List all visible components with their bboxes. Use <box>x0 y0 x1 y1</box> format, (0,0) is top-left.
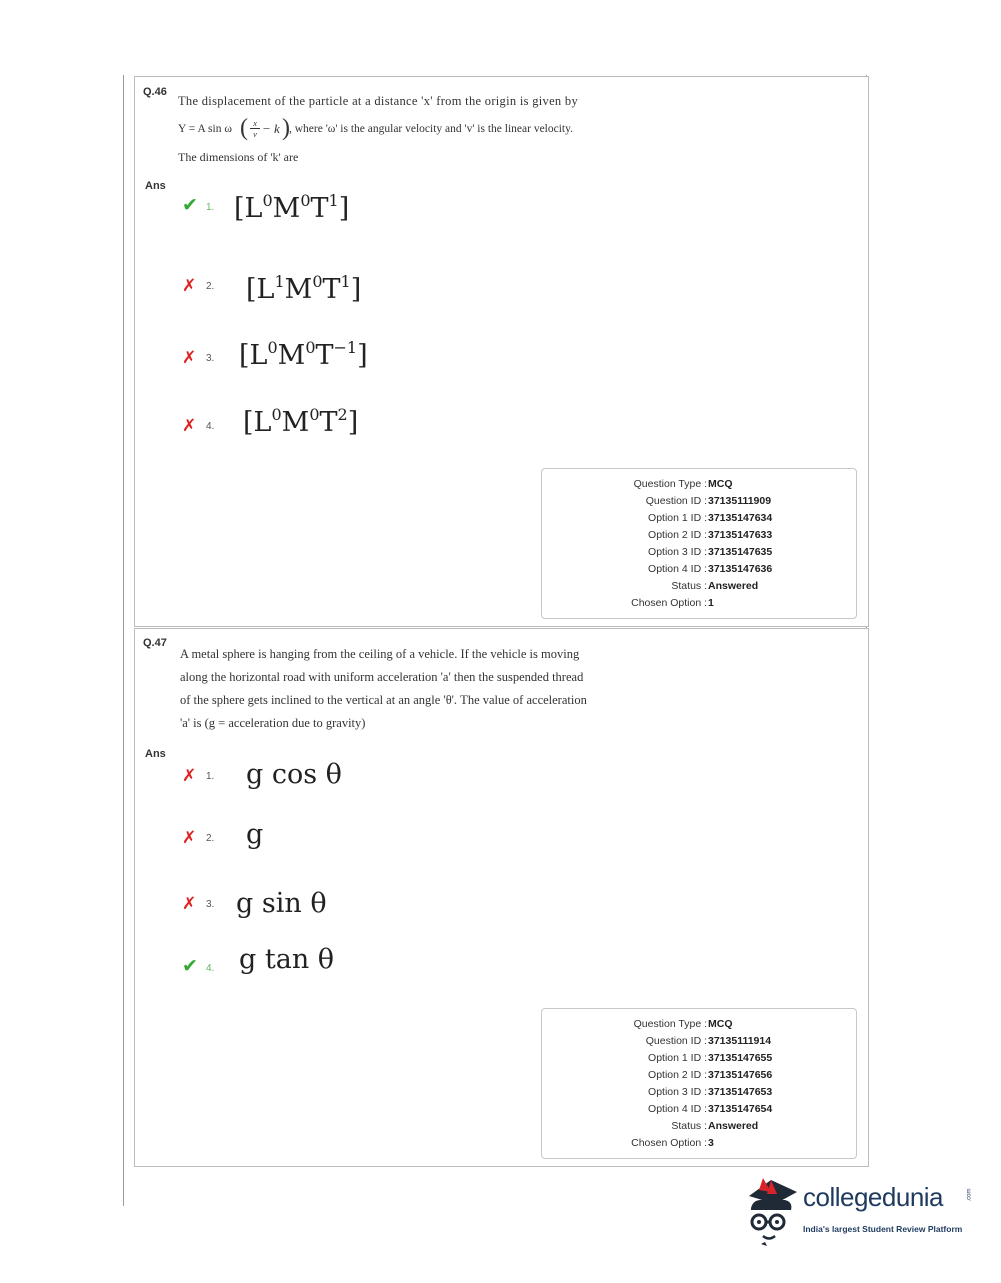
meta-row <box>542 510 856 527</box>
question-metadata-box <box>541 468 857 619</box>
meta-value: 3 <box>708 1137 714 1149</box>
meta-value: 37135147633 <box>708 529 773 541</box>
meta-value: 37135147654 <box>708 1103 773 1115</box>
meta-row <box>542 1135 856 1152</box>
meta-value: Answered <box>708 1120 759 1132</box>
wrong-cross-icon: ✗ <box>182 894 197 913</box>
meta-value: 37135111914 <box>708 1035 772 1047</box>
option-number: 1. <box>206 202 215 213</box>
correct-check-icon: ✔ <box>182 195 198 216</box>
option-1[interactable] <box>182 192 482 232</box>
option-number: 4. <box>206 963 215 974</box>
meta-label: Option 4 ID : <box>648 1103 707 1115</box>
meta-label: Option 2 ID : <box>648 1069 707 1081</box>
option-3[interactable] <box>182 888 482 934</box>
question-number: Q.46 <box>143 86 167 98</box>
wrong-cross-icon: ✗ <box>182 348 197 367</box>
option-4[interactable] <box>182 405 482 456</box>
meta-value: Answered <box>708 580 759 592</box>
option-number: 2. <box>206 833 215 844</box>
question-text-line-3: of the sphere gets inclined to the vertical at an angle 'θ'. The value of acceleration <box>180 693 587 707</box>
meta-label: Option 2 ID : <box>648 529 707 541</box>
logo-tagline: India's largest Student Review Platform <box>803 1224 963 1234</box>
formula-open-paren: ( <box>240 115 248 141</box>
meta-value: MCQ <box>708 1018 733 1030</box>
meta-value: MCQ <box>708 478 733 490</box>
collegedunia-logo <box>741 1174 981 1254</box>
formula-numerator: x <box>250 118 260 129</box>
option-number: 3. <box>206 899 215 910</box>
question-text-line-1: A metal sphere is hanging from the ceiling of a vehicle. If the vehicle is moving <box>180 647 580 661</box>
option-2[interactable] <box>182 272 482 316</box>
option-number: 2. <box>206 281 215 292</box>
option-value: g <box>246 819 264 850</box>
logo-domain-suffix: .com <box>966 1188 973 1202</box>
meta-value: 37135147634 <box>708 512 773 524</box>
answer-label: Ans <box>145 180 166 192</box>
meta-label: Option 3 ID : <box>648 1086 707 1098</box>
question-block-46 <box>134 76 869 627</box>
meta-label: Question Type : <box>633 1018 707 1030</box>
meta-label: Option 1 ID : <box>648 1052 707 1064</box>
meta-value: 37135147655 <box>708 1052 773 1064</box>
meta-label: Question ID : <box>645 495 707 507</box>
meta-row <box>542 1016 856 1033</box>
wrong-cross-icon: ✗ <box>182 766 197 785</box>
formula-denominator: v <box>253 129 257 139</box>
question-metadata-box <box>541 1008 857 1159</box>
meta-row <box>542 1118 856 1135</box>
formula-close-paren: ) <box>282 115 290 141</box>
formula-suffix: , where 'ω' is the angular velocity and 'v' is the linear velocity. <box>289 123 573 135</box>
logo-wordmark: collegedunia <box>803 1182 944 1212</box>
question-block-47 <box>134 628 869 1167</box>
meta-label: Chosen Option : <box>631 597 707 609</box>
meta-row <box>542 1101 856 1118</box>
formula-minus-k: − k <box>262 121 280 136</box>
wrong-cross-icon: ✗ <box>182 276 197 295</box>
option-value: $[L^0M^0T^2]$ <box>243 405 359 438</box>
meta-row <box>542 1084 856 1101</box>
meta-row <box>542 578 856 595</box>
question-formula-line <box>178 115 638 147</box>
option-value: g tan θ <box>239 944 335 975</box>
option-3[interactable] <box>182 338 482 388</box>
meta-row <box>542 493 856 510</box>
option-1[interactable] <box>182 759 482 806</box>
meta-label: Status : <box>671 1120 707 1132</box>
formula-fraction <box>250 118 260 139</box>
meta-row <box>542 527 856 544</box>
meta-value: 37135147636 <box>708 563 773 575</box>
page-left-border <box>123 75 124 1206</box>
meta-label: Chosen Option : <box>631 1137 707 1149</box>
question-text-line-4: The dimensions of 'k' are <box>178 150 299 164</box>
meta-label: Option 1 ID : <box>648 512 707 524</box>
meta-label: Question Type : <box>633 478 707 490</box>
meta-label: Option 4 ID : <box>648 563 707 575</box>
option-number: 1. <box>206 771 215 782</box>
meta-label: Question ID : <box>645 1035 707 1047</box>
question-text-line-1: The displacement of the particle at a distance 'x' from the origin is given by <box>178 94 579 108</box>
meta-row <box>542 1033 856 1050</box>
wrong-cross-icon: ✗ <box>182 416 197 435</box>
meta-value: 37135111909 <box>708 495 772 507</box>
option-value: $[L^1M^0T^1]$ <box>246 272 362 305</box>
option-number: 3. <box>206 353 215 364</box>
option-value: $[L^0M^0T^{-1}]$ <box>239 338 368 371</box>
option-2[interactable] <box>182 819 482 868</box>
option-4[interactable] <box>182 944 482 991</box>
wrong-cross-icon: ✗ <box>182 828 197 847</box>
meta-row <box>542 476 856 493</box>
question-text-line-4: 'a' is (g = acceleration due to gravity) <box>180 716 366 730</box>
question-text-line-2: along the horizontal road with uniform acceleration 'a' then the suspended thread <box>180 670 584 684</box>
question-number: Q.47 <box>143 637 167 649</box>
meta-row <box>542 595 856 612</box>
meta-label: Option 3 ID : <box>648 546 707 558</box>
meta-row <box>542 561 856 578</box>
meta-value: 37135147653 <box>708 1086 773 1098</box>
option-value: g cos θ <box>246 759 342 790</box>
meta-row <box>542 1050 856 1067</box>
meta-row <box>542 544 856 561</box>
meta-value: 37135147656 <box>708 1069 773 1081</box>
option-value: $[L^0M^0T^1]$ <box>234 191 350 224</box>
option-number: 4. <box>206 421 215 432</box>
meta-label: Status : <box>671 580 707 592</box>
option-value: g sin θ <box>236 888 327 919</box>
meta-value: 37135147635 <box>708 546 773 558</box>
mascot-icon <box>741 1174 803 1246</box>
answer-label: Ans <box>145 748 166 760</box>
meta-row <box>542 1067 856 1084</box>
correct-check-icon: ✔ <box>182 956 198 977</box>
meta-value: 1 <box>708 597 714 609</box>
formula-prefix: Y = A sin ω <box>178 123 232 135</box>
